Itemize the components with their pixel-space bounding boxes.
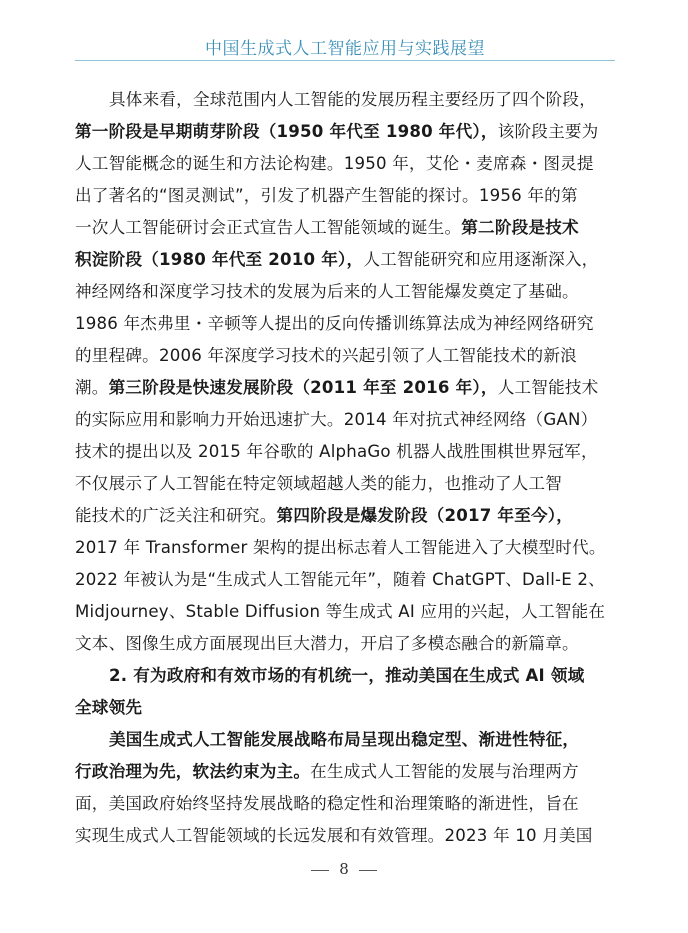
text-line: [75, 116, 615, 148]
text-segment: 文本、图像生成方面展现出巨大潜力，开启了多模态融合的新篇章。: [75, 634, 579, 653]
text-segment: 潮。: [75, 378, 109, 397]
text-line: [75, 372, 615, 404]
text-segment: 出了著名的“图灵测试”，引发了机器产生智能的探讨。1956 年的第: [75, 186, 578, 205]
text-segment: 技术的提出以及 2015 年谷歌的 AlphaGo 机器人战胜围棋世界冠军，: [75, 442, 598, 461]
bold-text: 第四阶段是爆发阶段（2017 年至今），: [276, 506, 574, 525]
text-segment: Midjourney、Stable Diffusion 等生成式 AI 应用的兴起，人工智能在: [75, 602, 606, 621]
text-line: [75, 500, 615, 532]
text-segment: 面，美国政府始终坚持发展战略的稳定性和治理策略的渐进性，旨在: [75, 794, 579, 813]
text-segment: 具体来看，全球范围内人工智能的发展历程主要经历了四个阶段，: [109, 90, 597, 109]
text-segment: 一次人工智能研讨会正式宣告人工智能领域的诞生。: [75, 218, 462, 237]
bold-text: 美国生成式人工智能发展战略布局呈现出稳定型、渐进性特征，: [109, 730, 580, 749]
text-line: [75, 148, 615, 180]
text-line: [75, 84, 615, 116]
bold-text: 积淀阶段（1980 年代至 2010 年），: [75, 250, 364, 269]
text-segment: 的里程碑。2006 年深度学习技术的兴起引领了人工智能技术的新浪: [75, 346, 577, 365]
text-line: [75, 468, 615, 500]
text-line: [75, 692, 615, 724]
bold-text: 全球领先: [75, 698, 143, 717]
text-line: [75, 180, 615, 212]
text-line: [75, 628, 615, 660]
text-line: [75, 340, 615, 372]
text-segment: 人工智能研究和应用逐渐深入，: [363, 250, 599, 269]
text-line: [75, 404, 615, 436]
text-segment: 在生成式人工智能的发展与治理两方: [310, 762, 579, 781]
text-segment: 能技术的广泛关注和研究。: [75, 506, 277, 525]
text-line: [75, 724, 615, 756]
text-segment: 实现生成式人工智能领域的长远发展和有效管理。2023 年 10 月美国: [75, 826, 593, 845]
text-segment: 人工智能技术: [497, 378, 599, 397]
text-line: [75, 564, 615, 596]
text-line: [75, 788, 615, 820]
page-number: 8: [339, 860, 349, 878]
text-segment: 的实际应用和影响力开始迅速扩大。2014 年对抗式神经网络（GAN）: [75, 410, 598, 429]
text-segment: 2022 年被认为是“生成式人工智能元年”，随着 ChatGPT、Dall-E 2、: [75, 570, 605, 589]
bold-text: 第一阶段是早期萌芽阶段（1950 年代至 1980 年代），: [75, 122, 498, 141]
bold-text: 2. 有为政府和有效市场的有机统一，推动美国在生成式 AI 领域: [109, 666, 585, 685]
text-line: [75, 244, 615, 276]
bold-text: 第二阶段是技术: [461, 218, 579, 237]
bold-text: 第三阶段是快速发展阶段（2011 年至 2016 年），: [108, 378, 498, 397]
header-divider: [75, 60, 615, 61]
text-line: [75, 436, 615, 468]
text-segment: 人工智能概念的诞生和方法论构建。1950 年，艾伦・麦席森・图灵提: [75, 154, 594, 173]
body-text: [75, 84, 615, 852]
text-line: [75, 820, 615, 852]
text-segment: 神经网络和深度学习技术的发展为后来的人工智能爆发奠定了基础。: [75, 282, 579, 301]
text-line: [75, 308, 615, 340]
text-line: [75, 276, 615, 308]
page-footer: [0, 860, 688, 878]
footer-dash-right: [359, 870, 377, 871]
footer-dash-left: [311, 870, 329, 871]
text-line: [75, 212, 615, 244]
text-segment: 该阶段主要为: [497, 122, 599, 141]
text-line: [75, 660, 615, 692]
text-line: [75, 596, 615, 628]
bold-text: 行政治理为先，软法约束为主。: [75, 762, 311, 781]
text-line: [75, 756, 615, 788]
text-line: [75, 532, 615, 564]
text-segment: 1986 年杰弗里・辛顿等人提出的反向传播训练算法成为神经网络研究: [75, 314, 594, 333]
text-segment: 不仅展示了人工智能在特定领域超越人类的能力，也推动了人工智: [75, 474, 563, 493]
text-segment: 2017 年 Transformer 架构的提出标志着人工智能进入了大模型时代。: [75, 538, 606, 557]
page-header-title: 中国生成式人工智能应用与实践展望: [205, 39, 485, 59]
